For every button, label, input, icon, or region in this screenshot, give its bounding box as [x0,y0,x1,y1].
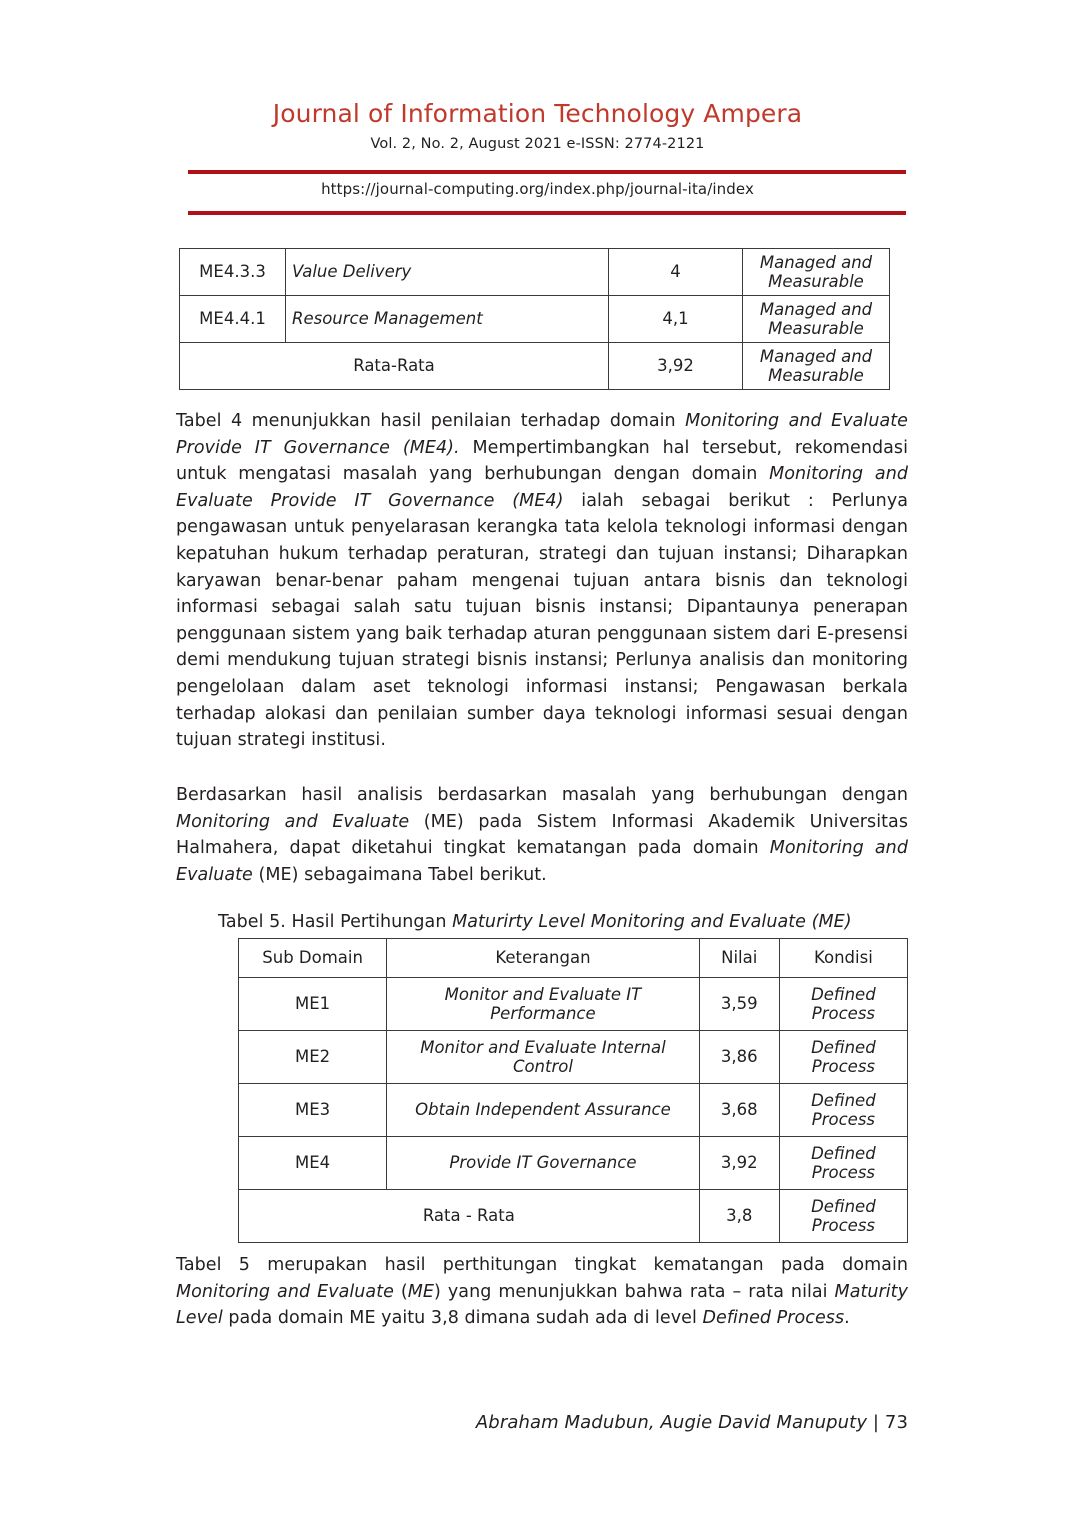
text-run-italic: Monitoring and Evaluate Provide IT Governance (ME4) [176,464,908,511]
text-run: ( [393,1281,408,1302]
table-row [239,1031,908,1084]
cell-nilai: 4,1 [609,296,743,343]
caption-text-italic: Maturirty Level Monitoring and Evaluate (ME) [452,912,852,932]
paragraph-tabel-4-analysis [176,408,908,754]
cell-nilai: 3,68 [699,1084,779,1137]
text-run-italic: Monitoring and Evaluate [176,838,908,885]
cell-average-label: Rata-Rata [180,343,609,390]
column-header-sub-domain: Sub Domain [239,939,387,978]
cell-average-kondisi: Defined Process [779,1190,907,1243]
text-run-italic: Monitoring and Evaluate [176,811,410,832]
footer-separator: | [867,1412,885,1433]
cell-sub-domain: ME2 [239,1031,387,1084]
paragraph-analysis-intro [176,782,908,888]
journal-issue-line: Vol. 2, No. 2, August 2021 e-ISSN: 2774-2121 [370,135,705,152]
cell-average-nilai: 3,8 [699,1190,779,1243]
text-run: Mempertimbangkan hal tersebut, rekomendasi untuk mengatasi masalah yang berhubungan dengan domain [176,437,908,485]
table-5-maturity-level-me [238,938,908,1243]
text-run: pada domain ME yaitu 3,8 dimana sudah ada di level [222,1308,703,1329]
cell-nilai: 3,59 [699,978,779,1031]
journal-url: https://journal-computing.org/index.php/journal-ita/index [321,180,754,198]
header-rule-bottom [188,211,906,215]
cell-nilai: 3,86 [699,1031,779,1084]
table-row [239,978,908,1031]
table-header-row [239,939,908,978]
cell-nilai: 4 [609,249,743,296]
paragraph-tabel-5-analysis [176,1252,908,1332]
cell-average-nilai: 3,92 [609,343,743,390]
cell-kondisi: Managed and Measurable [743,249,890,296]
column-header-nilai: Nilai [699,939,779,978]
footer-authors: Abraham Madubun, Augie David Manuputy [475,1412,868,1433]
text-run-italic: Defined Process [702,1308,845,1329]
text-run-italic: Monitoring and Evaluate Provide IT Governance (ME4). [176,411,908,458]
text-run: (ME) sebagaimana Tabel berikut. [252,864,547,885]
cell-kondisi: Defined Process [779,1137,907,1190]
text-run: . [844,1308,850,1329]
cell-sub-domain: ME3 [239,1084,387,1137]
table-5-caption [218,912,918,932]
footer-page-number: 73 [884,1412,908,1433]
caption-text: Tabel 5. Hasil Pertihungan [218,912,453,932]
text-run: Berdasarkan hasil analisis berdasarkan masalah yang berhubungan dengan [176,785,908,805]
text-run-italic: Monitoring and Evaluate [176,1281,394,1302]
text-run: Tabel 4 menunjukkan hasil penilaian terhadap domain [176,411,686,431]
table-row [180,296,890,343]
table-4-continuation [179,248,890,390]
cell-keterangan: Monitor and Evaluate Internal Control [387,1031,699,1084]
text-run: Tabel 5 merupakan hasil perthitungan tingkat kematangan pada domain [176,1255,908,1275]
cell-keterangan: Value Delivery [286,249,609,296]
cell-average-kondisi: Managed and Measurable [743,343,890,390]
cell-kondisi: Defined Process [779,1084,907,1137]
table-average-row [180,343,890,390]
column-header-keterangan: Keterangan [387,939,699,978]
cell-keterangan: Obtain Independent Assurance [387,1084,699,1137]
journal-title: Journal of Information Technology Ampera [272,99,803,128]
table-row [239,1084,908,1137]
cell-keterangan: Provide IT Governance [387,1137,699,1190]
cell-sub-domain: ME4.4.1 [180,296,286,343]
text-run-italic: Maturity Level [176,1281,908,1329]
text-run: ialah sebagai berikut : Perlunya pengawasan untuk penyelarasan kerangka tata kelola teknologi informasi dengan kepatuhan hukum terhadap peraturan, strategi dan tujuan instansi; Diharapkan karyawan benar-benar paham mengenai tujuan antara bisnis dan teknologi informasi sebagai salah satu tujuan bisnis instansi; Dipantaunya penerapan penggunaan sistem yang baik terhadap aturan penggunaan sistem dari E-presensi demi mendukung tujuan strategi bisnis instansi; Perlunya analisis dan monitoring pengelolaan dalam aset teknologi informasi instansi; Pengawasan berkala terhadap alokasi dan penilaian sumber daya teknologi informasi sesuai dengan tujuan strategi institusi. [176,490,909,751]
table-row [239,1137,908,1190]
column-header-kondisi: Kondisi [779,939,907,978]
table-row [180,249,890,296]
text-run: ) yang menunjukkan bahwa rata – rata nilai [434,1281,835,1302]
text-run-italic: ME [407,1281,435,1302]
cell-average-label: Rata - Rata [239,1190,700,1243]
cell-keterangan: Resource Management [286,296,609,343]
cell-sub-domain: ME4 [239,1137,387,1190]
page-footer [0,1412,908,1433]
cell-kondisi: Defined Process [779,978,907,1031]
table-average-row [239,1190,908,1243]
header-rule-top [188,170,906,174]
journal-masthead [0,100,1075,152]
cell-kondisi: Managed and Measurable [743,296,890,343]
cell-sub-domain: ME4.3.3 [180,249,286,296]
text-run: (ME) pada Sistem Informasi Akademik Universitas Halmahera, dapat diketahui tingkat kematangan pada domain [176,811,908,859]
cell-keterangan: Monitor and Evaluate IT Performance [387,978,699,1031]
cell-sub-domain: ME1 [239,978,387,1031]
cell-nilai: 3,92 [699,1137,779,1190]
cell-kondisi: Defined Process [779,1031,907,1084]
